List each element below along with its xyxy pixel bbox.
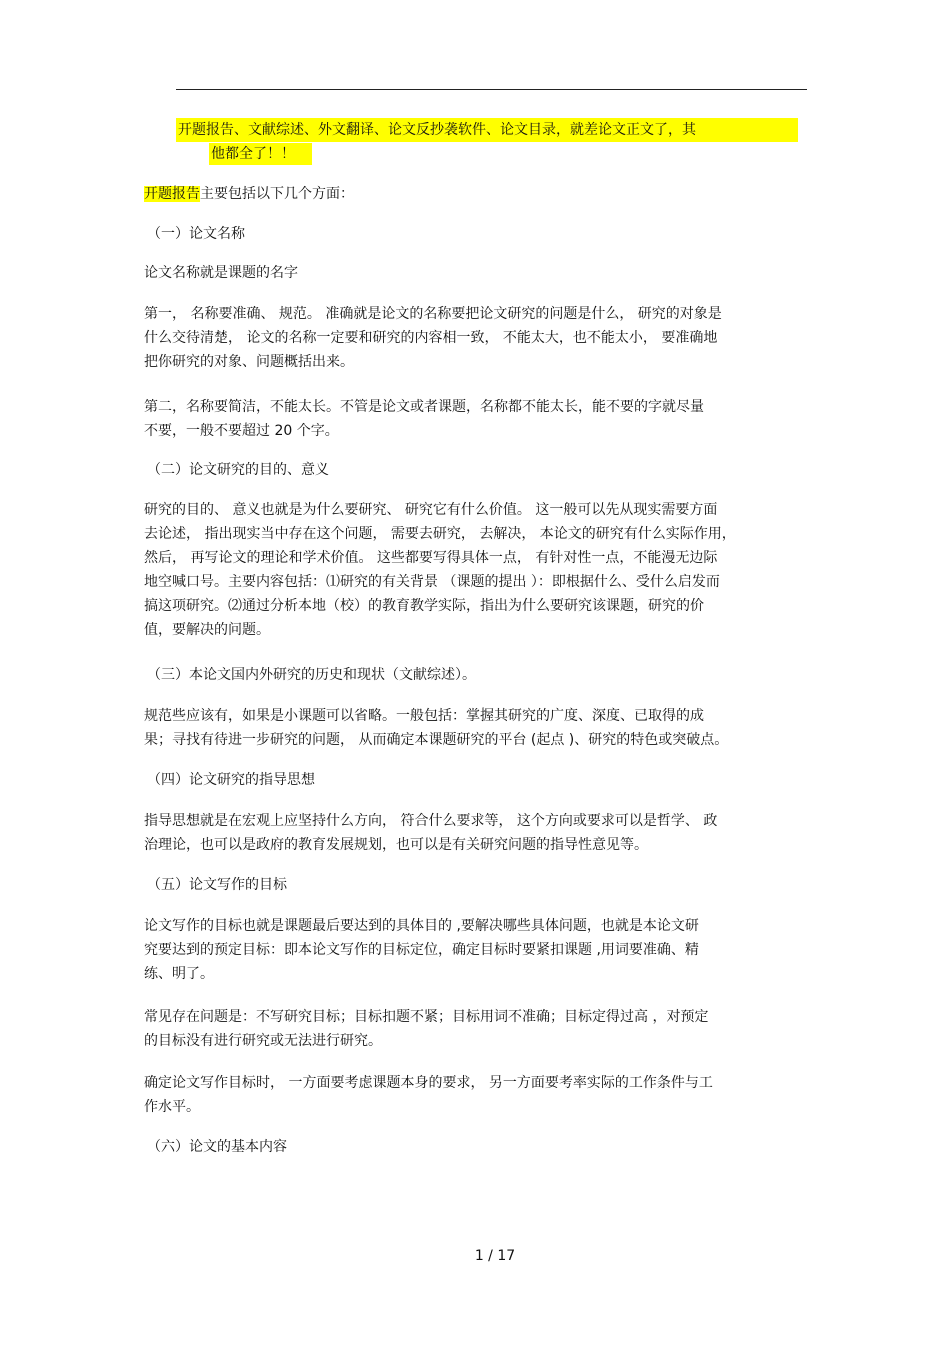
text-line: 然后， 再写论文的理论和学术价值。 这些都要写得具体一点， 有针对性一点，不能漫无边际 — [144, 550, 718, 566]
header-rule — [176, 89, 807, 90]
text-line: 作水平。 — [144, 1099, 200, 1115]
text-line: 练、明了。 — [144, 966, 214, 982]
section-4-paragraph-1 — [144, 809, 814, 857]
text-line: 究要达到的预定目标：即本论文写作的目标定位，确定目标时要紧扣课题 ,用词要准确、精 — [144, 942, 699, 958]
section-3-paragraph-1 — [144, 704, 814, 752]
section-3-heading: （三）本论文国内外研究的历史和现状（文献综述）。 — [147, 667, 476, 683]
page-number: 1 / 17 — [474, 1248, 516, 1264]
text-line: 不要，一般不要超过 20 个字。 — [144, 423, 339, 439]
text-line: 把你研究的对象、问题概括出来。 — [144, 354, 354, 370]
text-line: 研究的目的、 意义也就是为什么要研究、 研究它有什么价值。 这一般可以先从现实需要方面 — [144, 502, 718, 518]
section-6-heading: （六）论文的基本内容 — [147, 1139, 287, 1155]
banner-line-1: 开题报告、文献综述、外文翻译、论文反抄袭软件、论文目录，就差论文正文了，其 — [176, 118, 798, 142]
text-line: 什么交待清楚， 论文的名称一定要和研究的内容相一致， 不能太大，也不能太小， 要准确地 — [144, 330, 718, 346]
text-line: 论文写作的目标也就是课题最后要达到的具体目的 ,要解决哪些具体问题，也就是本论文研 — [144, 918, 699, 934]
text-line: 第一， 名称要准确、 规范。 准确就是论文的名称要把论文研究的问题是什么， 研究的对象是 — [144, 306, 722, 322]
text-line: 的目标没有进行研究或无法进行研究。 — [144, 1033, 382, 1049]
section-1-paragraph-2 — [144, 302, 814, 374]
section-5-paragraph-1 — [144, 914, 814, 986]
text-line: 指导思想就是在宏观上应坚持什么方向， 符合什么要求等， 这个方向或要求可以是哲学、 政 — [144, 813, 718, 829]
banner-line-2: 他都全了！！ — [209, 143, 312, 165]
text-line: 治理论，也可以是政府的教育发展规划，也可以是有关研究问题的指导性意见等。 — [144, 837, 648, 853]
text-line: 常见存在问题是：不写研究目标；目标扣题不紧；目标用词不准确；目标定得过高 ，对预定 — [144, 1009, 709, 1025]
intro-rest: 主要包括以下几个方面： — [200, 186, 354, 202]
text-line: 去论述， 指出现实当中存在这个问题， 需要去研究， 去解决， 本论文的研究有什么实际作用， — [144, 526, 736, 542]
section-4-heading: （四）论文研究的指导思想 — [147, 772, 315, 788]
section-2-paragraph-1 — [144, 498, 814, 642]
intro-highlight: 开题报告 — [144, 186, 200, 202]
text-line: 果；寻找有待进一步研究的问题， 从而确定本课题研究的平台 (起点 )、研究的特色或突破点。 — [144, 732, 729, 748]
intro-paragraph — [144, 182, 814, 206]
text-line: 第二，名称要简洁，不能太长。不管是论文或者课题，名称都不能太长，能不要的字就尽量 — [144, 399, 704, 415]
section-1-paragraph-1: 论文名称就是课题的名字 — [144, 265, 298, 281]
section-1-heading: （一）论文名称 — [147, 226, 245, 242]
section-5-heading: （五）论文写作的目标 — [147, 877, 287, 893]
text-line: 规范些应该有，如果是小课题可以省略。一般包括：掌握其研究的广度、深度、已取得的成 — [144, 708, 704, 724]
text-line: 搞这项研究。⑵通过分析本地（校）的教育教学实际，指出为什么要研究该课题，研究的价 — [144, 598, 704, 614]
section-5-paragraph-2 — [144, 1005, 814, 1053]
text-line: 值，要解决的问题。 — [144, 622, 270, 638]
text-line: 地空喊口号。主要内容包括：⑴研究的有关背景 （课题的提出 ）：即根据什么、受什么启发而 — [144, 574, 720, 590]
section-2-heading: （二）论文研究的目的、意义 — [147, 462, 329, 478]
section-5-paragraph-3 — [144, 1071, 814, 1119]
section-1-paragraph-3 — [144, 395, 814, 443]
text-line: 确定论文写作目标时， 一方面要考虑课题本身的要求， 另一方面要考率实际的工作条件与工 — [144, 1075, 713, 1091]
